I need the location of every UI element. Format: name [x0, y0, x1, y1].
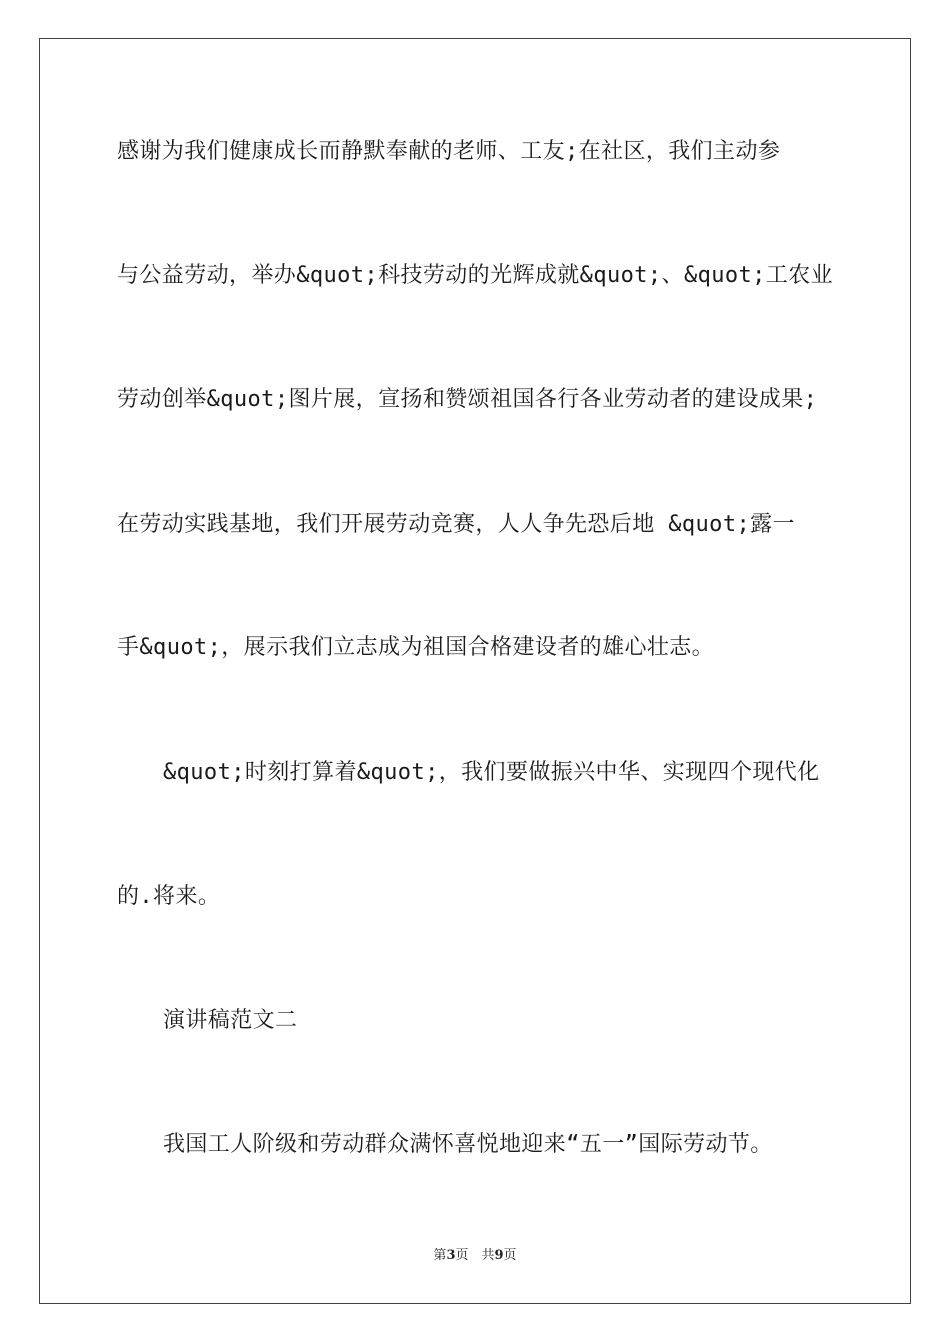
body-line-7: 的.将来。: [117, 884, 221, 909]
body-line-5: 手&quot;，展示我们立志成为祖国合格建设者的雄心壮志。: [117, 635, 715, 660]
page-border: [39, 38, 911, 1304]
footer-prefix: 第: [433, 1248, 447, 1263]
footer-mid: 页 共: [455, 1248, 495, 1263]
page-footer: [0, 1247, 950, 1265]
footer-suffix: 页: [503, 1248, 517, 1263]
body-line-9: 我国工人阶级和劳动群众满怀喜悦地迎来“五一”国际劳动节。: [163, 1132, 773, 1157]
body-line-3: 劳动创举&quot;图片展，宣扬和赞颂祖国各行各业劳动者的建设成果;: [117, 387, 818, 412]
body-line-2: 与公益劳动，举办&quot;科技劳动的光辉成就&quot;、&quot;工农业: [117, 263, 834, 288]
body-line-1: 感谢为我们健康成长而静默奉献的老师、工友;在社区，我们主动参: [117, 139, 781, 164]
body-line-4: 在劳动实践基地，我们开展劳动竞赛，人人争先恐后地 &quot;露一: [117, 512, 795, 537]
body-line-6: &quot;时刻打算着&quot;，我们要做振兴中华、实现四个现代化: [163, 760, 820, 785]
footer-page-number: 3: [446, 1248, 456, 1263]
section-heading: 演讲稿范文二: [163, 1008, 298, 1033]
footer-total-pages: 9: [494, 1248, 504, 1263]
